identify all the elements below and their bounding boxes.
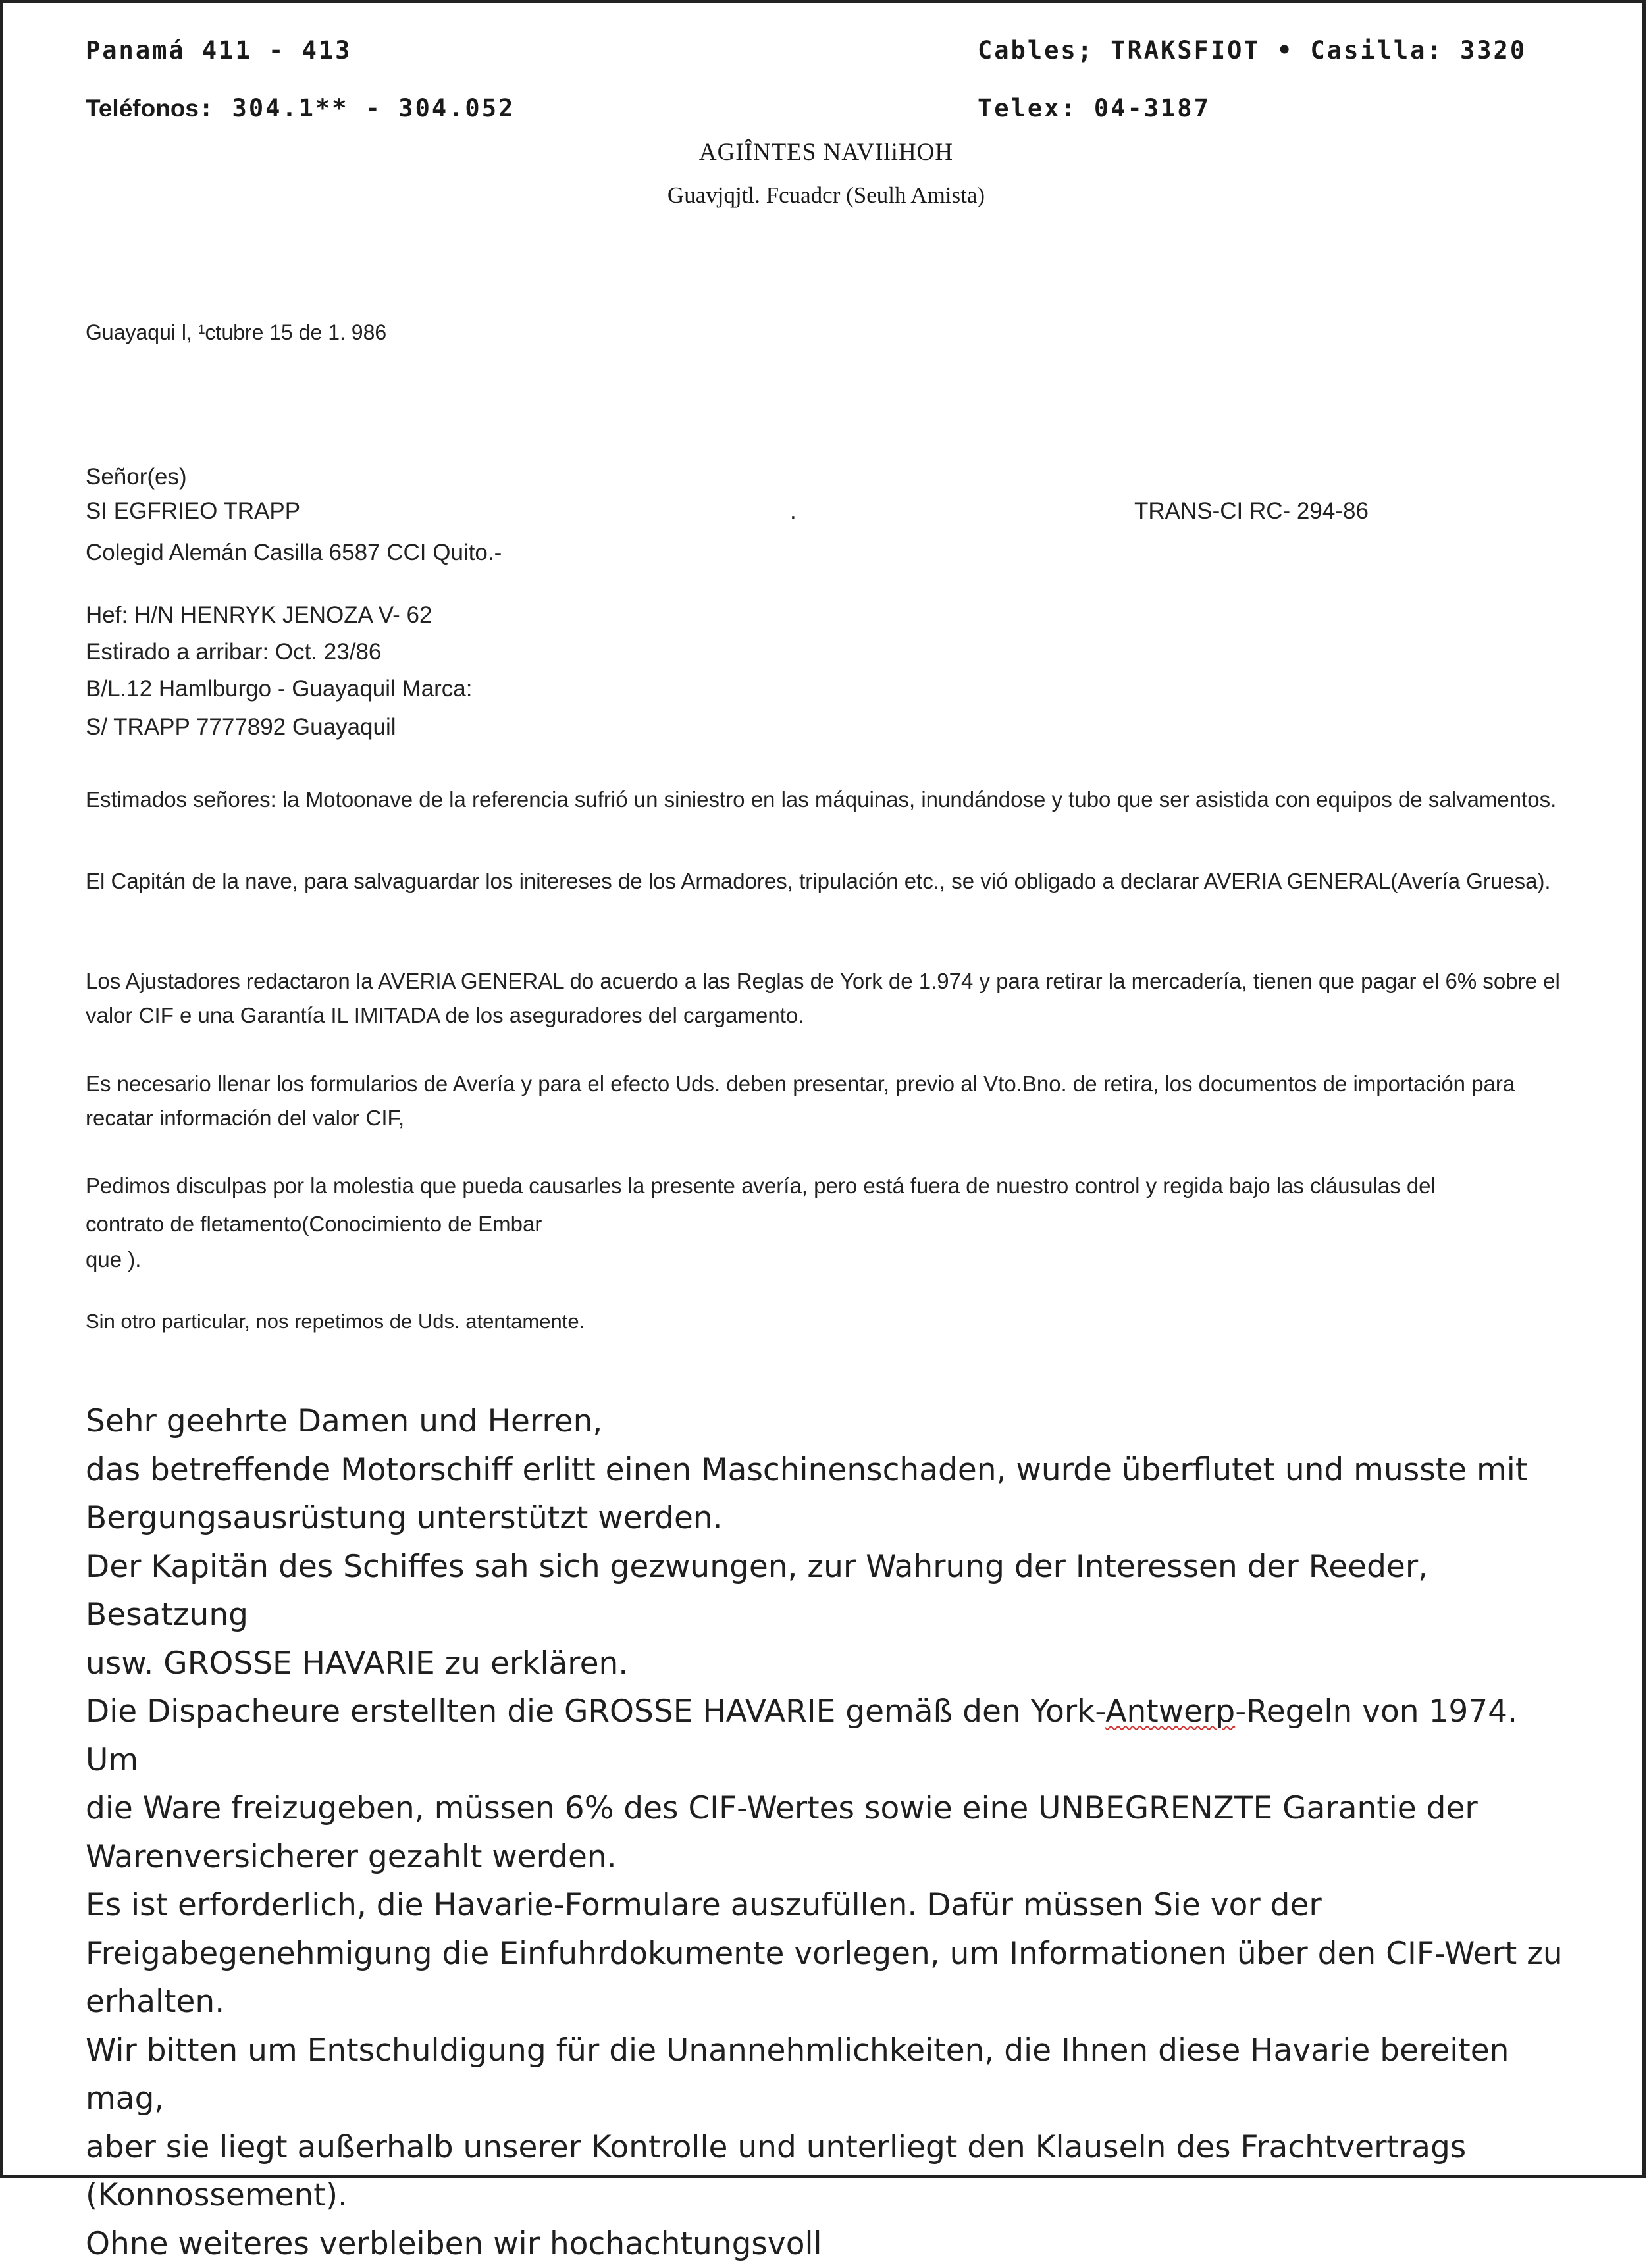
reference-line: Hef: H/N HENRYK JENOZA V- 62 [86,602,432,629]
salutation-label: Señor(es) [86,464,187,490]
letterhead-cables: Cables; TRAKSFIOT • Casilla: 3320 [978,36,1527,64]
german-line: Wir bitten um Entschuldigung für die Unannehmlichkeiten, die Ihnen diese Havarie bereiten mag, [86,2026,1580,2123]
date-line: Guayaqui l, ¹ctubre 15 de 1. 986 [86,321,386,345]
letterhead-address: Panamá 411 - 413 [86,36,352,64]
stray-dot: . [790,498,797,525]
german-line: usw. GROSSE HAVARIE zu erklären. [86,1639,1580,1688]
spanish-paragraph-2: El Capitán de la nave, para salvaguardar los initereses de los Armadores, tripulación etc., se vió obligado a declarar AVERIA GENERAL(Avería Gruesa). [86,864,1580,898]
phones-label: Teléfonos [86,95,199,122]
letterhead-phones [86,94,515,123]
reference-line: B/L.12 Hamlburgo - Guayaquil Marca: [86,676,473,702]
spanish-paragraph-5-line-1: Pedimos disculpas por la molestia que pueda causarles la presente avería, pero está fuera de nuestro control y regida bajo las cláusulas del [86,1173,1436,1198]
reference-number: TRANS-CI RC- 294-86 [1134,498,1369,525]
german-line: die Ware freizugeben, müssen 6% des CIF-Wertes sowie eine UNBEGRENZTE Garantie der [86,1784,1580,1833]
letterhead-agency: AGIÎNTES NAVIliHOH [3,138,1649,167]
german-line: Warenversicherer gezahlt werden. [86,1833,1580,1882]
german-text: -Regeln von 1974. Um [86,1693,1517,1778]
spanish-paragraph-5-line-3: que ). [86,1247,141,1272]
reference-line: Estirado a arribar: Oct. 23/86 [86,639,381,665]
spanish-paragraph-1: Estimados señores: la Motoonave de la referencia sufrió un siniestro en las máquinas, inundándose y tubo que ser asistida con equipos de salvamentos. [86,787,1580,812]
letterhead-city: Guavjqjtl. Fcuadcr (Seulh Amista) [3,182,1649,209]
german-line: aber sie liegt außerhalb unserer Kontrolle und unterliegt den Klauseln des Frachtvertrags [86,2123,1580,2172]
german-line: erhalten. [86,1978,1580,2026]
german-line: Ohne weiteres verbleiben wir hochachtungsvoll [86,2220,1580,2268]
german-line: Es ist erforderlich, die Havarie-Formulare auszufüllen. Dafür müssen Sie vor der [86,1881,1580,1930]
spellcheck-flagged-word: Antwerp [1105,1693,1235,1730]
german-line-with-spellcheck [86,1688,1580,1784]
recipient-name: SI EGFRIEO TRAPP [86,498,300,525]
german-line: Der Kapitän des Schiffes sah sich gezwungen, zur Wahrung der Interessen der Reeder, Besatzung [86,1543,1580,1639]
german-translation [86,1397,1580,2268]
spanish-paragraph-5-line-2: contrato de fletamento(Conocimiento de Embar [86,1212,542,1237]
spanish-paragraph-3: Los Ajustadores redactaron la AVERIA GENERAL do acuerdo a las Reglas de York de 1.974 y para retirar la mercadería, tienen que pagar el 6% sobre el valor CIF e una Garantía IL IMITADA de los aseguradores del cargamento. [86,964,1580,1033]
german-line: Sehr geehrte Damen und Herren, [86,1397,1580,1446]
recipient-address: Colegid Alemán Casilla 6587 CCI Quito.- [86,540,502,566]
reference-line: S/ TRAPP 7777892 Guayaquil [86,714,396,740]
german-line: Freigabegenehmigung die Einfuhrdokumente vorlegen, um Informationen über den CIF-Wert zu [86,1930,1580,1978]
spanish-paragraph-4: Es necesario llenar los formularios de Avería y para el efecto Uds. deben presentar, previo al Vto.Bno. de retira, los documentos de importación para recatar información del valor CIF, [86,1067,1580,1135]
german-line: (Konnossement). [86,2171,1580,2220]
german-line: Bergungsausrüstung unterstützt werden. [86,1494,1580,1543]
spanish-closing: Sin otro particular, nos repetimos de Uds. atentamente. [86,1310,585,1333]
letterhead-telex: Telex: 04-3187 [978,94,1211,122]
german-line: das betreffende Motorschiff erlitt einen Maschinenschaden, wurde überflutet und musste mit [86,1446,1580,1495]
phones-value: : 304.1** - 304.052 [199,94,515,122]
german-text: Die Dispacheure erstellten die GROSSE HAVARIE gemäß den York- [86,1693,1105,1730]
